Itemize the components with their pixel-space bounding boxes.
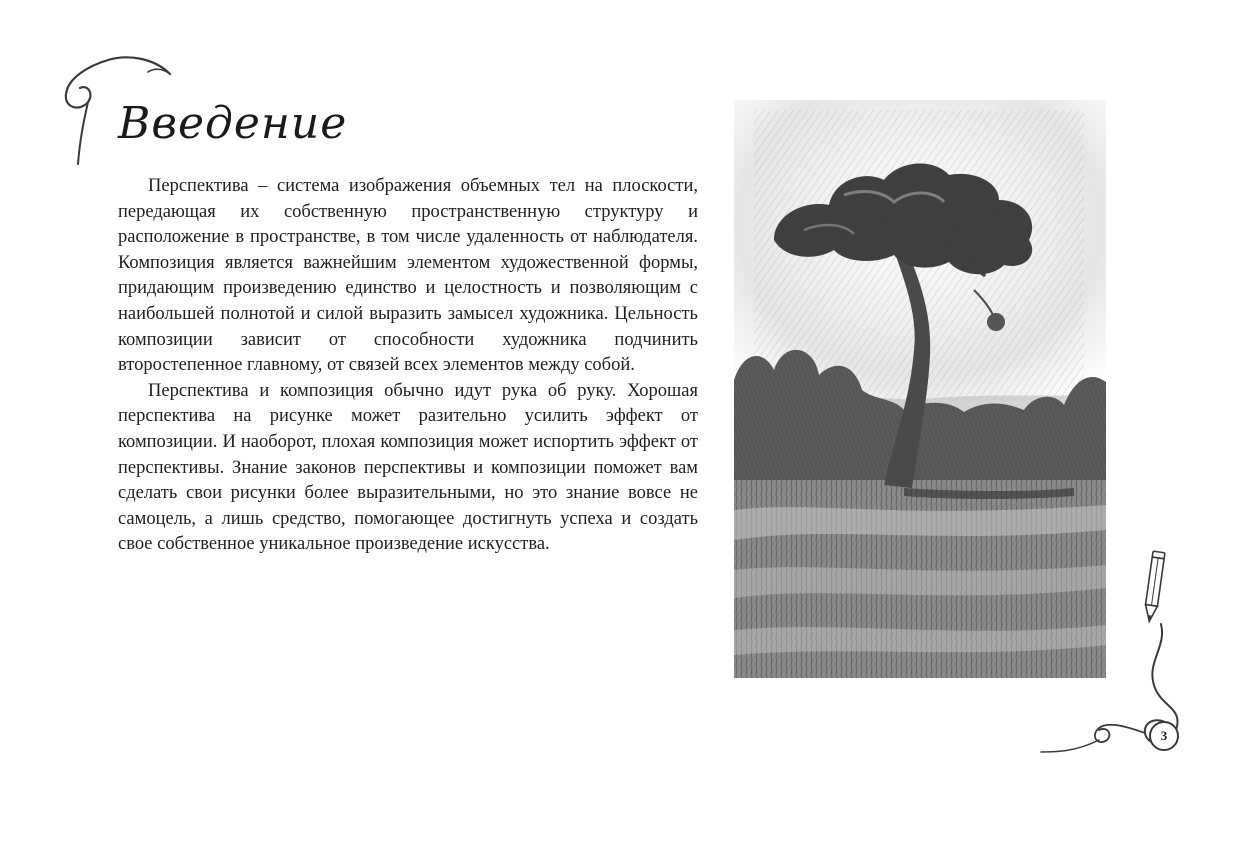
body-text [118, 174, 698, 558]
paragraph-2: Перспектива и композиция обычно идут рука об руку. Хорошая перспектива на рисунке может разительно усилить эффект от композиции. И наоборот, плохая композиция может испортить эффект от перспективы. Знание законов перспективы и композиции поможет вам сделать свои рисунки более выразительными, но это знание вовсе не самоцель, а лишь средство, помогающее достигнуть успеха и создать свое собственное уникальное произведение искусства. [118, 380, 698, 555]
page-title: Введение [118, 98, 348, 149]
paragraph-1: Перспектива – система изображения объемных тел на плоскости, передающая их собственную пространственную структуру и расположение в пространстве, в том числе удаленность от наблюдателя. Композиция является важнейшим элементом художественной формы, придающим произведению единство и целостность и позволяющим с наибольшей полнотой и силой выразить замысел художника. Цельность композиции зависит от способности художника подчинить второстепенное главному, от связей всех элементов между собой. [118, 176, 698, 376]
page-number: 3 [1160, 728, 1168, 743]
